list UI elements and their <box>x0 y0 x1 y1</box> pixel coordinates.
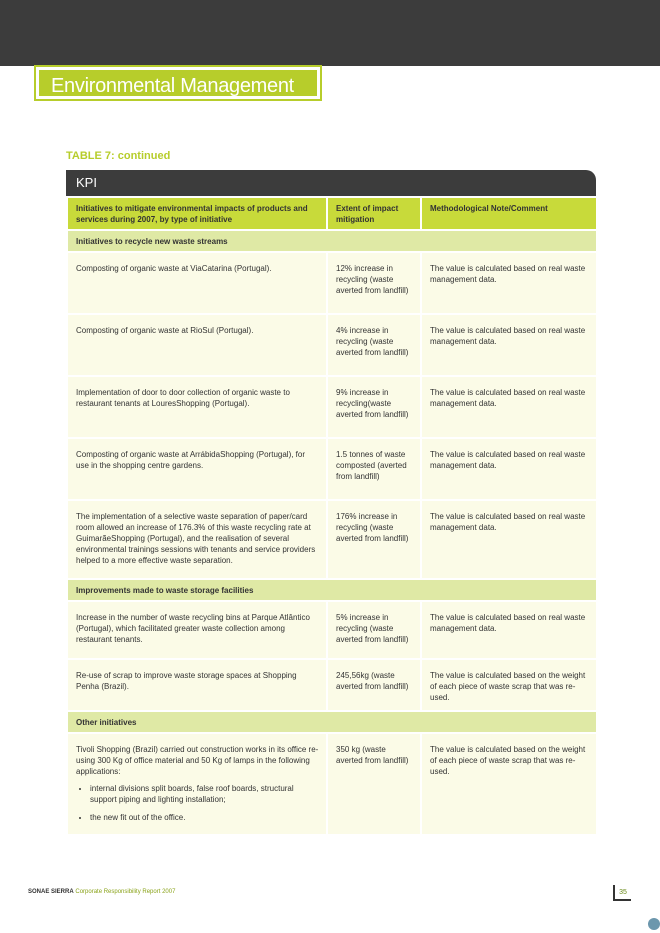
page-curl-icon <box>648 918 660 930</box>
column-header-initiatives: Initiatives to mitigate environmental impacts of products and services during 2007, by type of initiative <box>67 197 327 230</box>
footer <box>28 889 175 895</box>
initiative-cell: Composting of organic waste at ViaCatarina (Portugal). <box>67 252 327 314</box>
group-row-recycle <box>67 230 597 252</box>
initiative-cell: Re-use of scrap to improve waste storage spaces at Shopping Penha (Brazil). <box>67 659 327 711</box>
initiative-cell: Composting of organic waste at RioSul (Portugal). <box>67 314 327 376</box>
group-row-other <box>67 711 597 733</box>
footer-report-title: Corporate Responsibility Report 2007 <box>75 889 176 895</box>
extent-cell: 350 kg (waste averted from landfill) <box>327 733 421 835</box>
note-cell: The value is calculated based on real waste management data. <box>421 314 597 376</box>
bullet-item: • the new fit out of the office. <box>90 812 320 823</box>
extent-cell: 5% increase in recycling (waste averted from landfill) <box>327 601 421 659</box>
bullet-list <box>76 783 320 823</box>
initiative-cell: Composting of organic waste at ArrábidaShopping (Portugal), for use in the shopping centre gardens. <box>67 438 327 500</box>
table-row <box>67 733 597 835</box>
note-cell: The value is calculated based on real waste management data. <box>421 252 597 314</box>
initiative-cell: Implementation of door to door collection of organic waste to restaurant tenants at LouresShopping (Portugal). <box>67 376 327 438</box>
kpi-header: KPI <box>66 170 596 196</box>
bullet-item: • internal divisions split boards, false roof boards, structural support piping and lighting installation; <box>90 783 320 805</box>
extent-cell: 9% increase in recycling(waste averted from landfill) <box>327 376 421 438</box>
group-row-storage <box>67 579 597 601</box>
group-title: Initiatives to recycle new waste streams <box>67 230 597 252</box>
initiative-cell: Increase in the number of waste recycling bins at Parque Atlântico (Portugal), which facilitated greater waste collection among restaurant tenants. <box>67 601 327 659</box>
note-cell: The value is calculated based on real waste management data. <box>421 500 597 579</box>
table-row <box>67 438 597 500</box>
section-title: Environmental Management <box>36 67 320 99</box>
table-caption: TABLE 7: continued <box>66 150 171 162</box>
initiative-cell <box>67 733 327 835</box>
table-row <box>67 500 597 579</box>
note-cell: The value is calculated based on the weight of each piece of waste scrap that was re-used. <box>421 659 597 711</box>
note-cell: The value is calculated based on real waste management data. <box>421 601 597 659</box>
extent-cell: 4% increase in recycling (waste averted from landfill) <box>327 314 421 376</box>
extent-cell: 245,56kg (waste averted from landfill) <box>327 659 421 711</box>
column-header-note: Methodological Note/Comment <box>421 197 597 230</box>
initiative-cell: The implementation of a selective waste separation of paper/card room allowed an increase of 176.3% of this waste recycling rate at GuimarãeShopping (Portugal), and the realisation of several environmental trainings sessions with tenants and service providers helped to a more effective waste separation. <box>67 500 327 579</box>
table-row <box>67 314 597 376</box>
note-cell: The value is calculated based on real waste management data. <box>421 376 597 438</box>
column-header-extent: Extent of impact mitigation <box>327 197 421 230</box>
table-row <box>67 252 597 314</box>
table-row <box>67 659 597 711</box>
kpi-table <box>66 196 598 836</box>
extent-cell: 12% increase in recycling (waste averted from landfill) <box>327 252 421 314</box>
extent-cell: 176% increase in recycling (waste averted from landfill) <box>327 500 421 579</box>
table-row <box>67 376 597 438</box>
footer-brand: SONAE SIERRA <box>28 889 74 895</box>
page-number: 35 <box>613 885 631 901</box>
table-row <box>67 601 597 659</box>
table-header-row <box>67 197 597 230</box>
initiative-text: Tivoli Shopping (Brazil) carried out construction works in its office re-using 300 Kg of office material and 50 Kg of lamps in the following applications: <box>76 745 319 776</box>
group-title: Other initiatives <box>67 711 597 733</box>
top-banner <box>0 0 660 66</box>
group-title: Improvements made to waste storage facilities <box>67 579 597 601</box>
note-cell: The value is calculated based on the weight of each piece of waste scrap that was re-used. <box>421 733 597 835</box>
note-cell: The value is calculated based on real waste management data. <box>421 438 597 500</box>
extent-cell: 1.5 tonnes of waste composted (averted from landfill) <box>327 438 421 500</box>
